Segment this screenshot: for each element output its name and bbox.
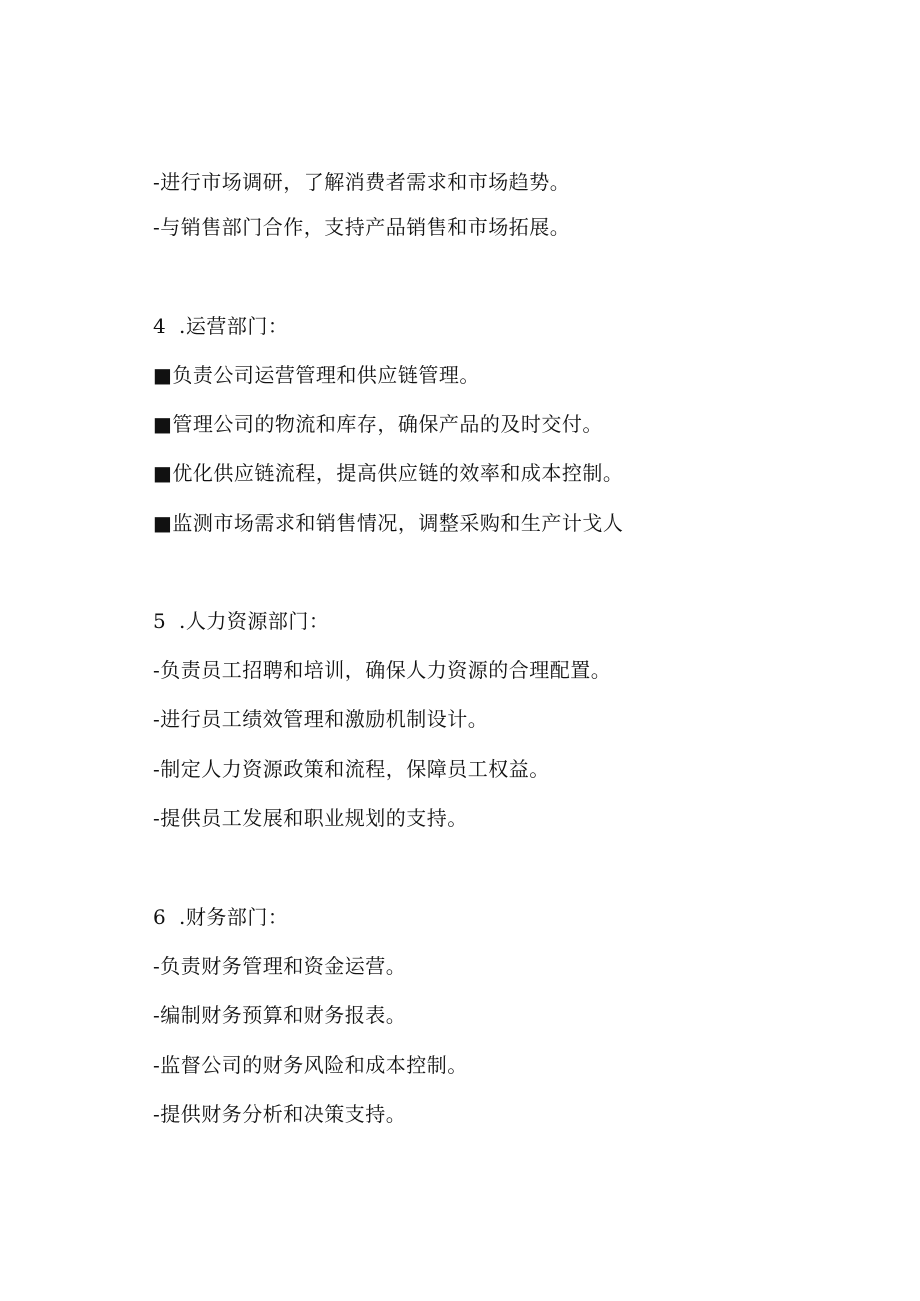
square-bullet-icon: ■ <box>153 363 173 387</box>
dash-marker: - <box>153 806 161 830</box>
list-item-text: 监测市场需求和销售情况，调整采购和生产计戈人 <box>172 511 624 535</box>
square-bullet-icon: ■ <box>153 412 173 436</box>
list-item-text: 优化供应链流程，提高供应链的效率和成本控制。 <box>172 461 624 485</box>
dash-marker: - <box>153 757 161 781</box>
square-bullet-icon: ■ <box>153 461 173 485</box>
list-item <box>153 362 480 388</box>
square-bullet-icon: ■ <box>153 511 173 535</box>
dash-marker: - <box>153 215 161 239</box>
list-item <box>153 411 603 437</box>
section-number: 5 <box>153 609 167 633</box>
list-item-text: 制定人力资源政策和流程，保障员工权益。 <box>160 757 550 781</box>
list-item <box>153 805 468 831</box>
list-item-text: 管理公司的物流和库存，确保产品的及时交付。 <box>172 412 603 436</box>
list-item <box>153 657 611 683</box>
dash-marker: - <box>153 954 161 978</box>
list-item <box>153 953 406 979</box>
section-number: 4 <box>153 314 167 338</box>
section-title: .人力资源部门： <box>179 609 330 633</box>
dash-marker: - <box>153 1003 161 1027</box>
dash-marker: - <box>153 1053 161 1077</box>
dash-marker: - <box>153 170 161 194</box>
list-item-text: 负责公司运营管理和供应链管理。 <box>172 363 480 387</box>
list-item <box>153 1002 406 1028</box>
list-item-text: 负责员工招聘和培训，确保人力资源的合理配置。 <box>160 658 612 682</box>
list-item <box>153 1052 468 1078</box>
section-heading-operations <box>153 313 288 339</box>
list-item-text: 监督公司的财务风险和成本控制。 <box>160 1053 468 1077</box>
section-heading-finance <box>153 904 288 930</box>
section-heading-hr <box>153 608 329 634</box>
list-item-text: 进行市场调研，了解消费者需求和市场趋势。 <box>160 170 571 194</box>
dash-marker: - <box>153 1102 161 1126</box>
list-item <box>153 460 623 486</box>
list-item <box>153 510 623 536</box>
list-item-text: 负责财务管理和资金运营。 <box>160 954 407 978</box>
section-number: 6 <box>153 905 167 929</box>
list-item-text: 提供财务分析和决策支持。 <box>160 1102 407 1126</box>
list-item-text: 与销售部门合作，支持产品销售和市场拓展。 <box>160 215 571 239</box>
dash-marker: - <box>153 658 161 682</box>
section-title: .运营部门： <box>179 314 289 338</box>
list-item <box>153 1101 406 1127</box>
dash-marker: - <box>153 707 161 731</box>
list-item-text: 编制财务预算和财务报表。 <box>160 1003 407 1027</box>
section-title: .财务部门： <box>179 905 289 929</box>
list-item <box>153 169 570 195</box>
list-item-text: 提供员工发展和职业规划的支持。 <box>160 806 468 830</box>
list-item <box>153 756 550 782</box>
list-item <box>153 706 488 732</box>
list-item <box>153 214 570 240</box>
list-item-text: 进行员工绩效管理和激励机制设计。 <box>160 707 489 731</box>
